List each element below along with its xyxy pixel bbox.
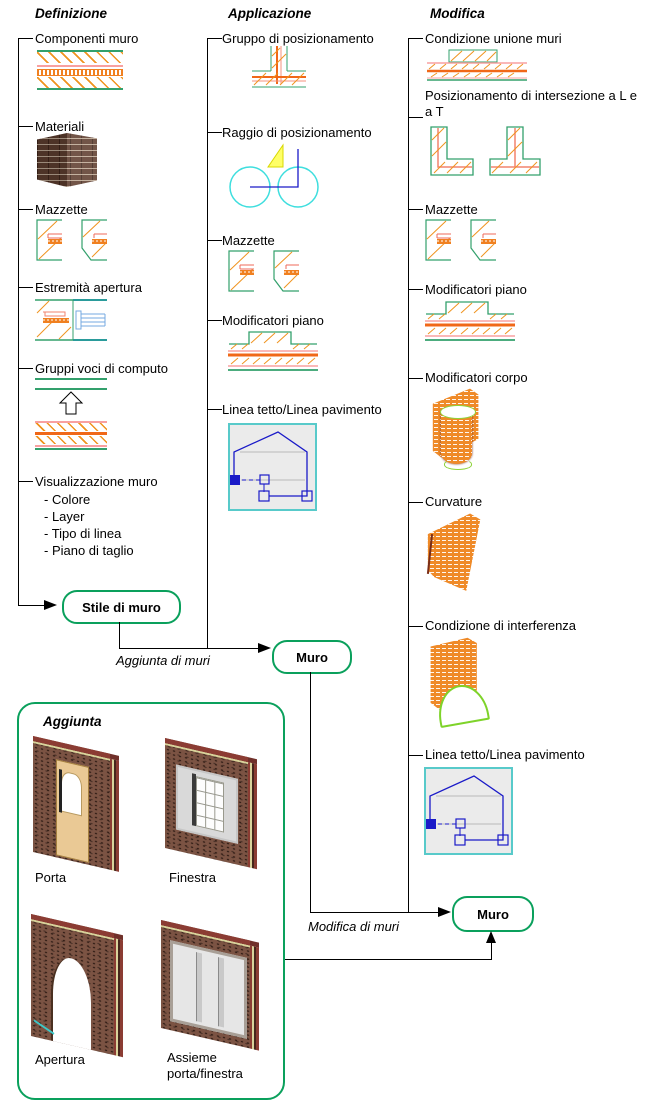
node-stile-di-muro: Stile di muro [62,590,181,624]
tick-line [408,209,423,210]
tick-line [18,38,33,39]
tick-line [18,368,33,369]
item-componenti-muro: Componenti muro [35,31,139,46]
flow-label-aggiunta-di-muri: Aggiunta di muri [116,653,210,668]
node-muro-2: Muro [452,896,534,932]
item-gruppo-di-posizionamento: Gruppo di posizionamento [222,31,374,46]
tick-line [18,126,33,127]
tick-line [408,378,423,379]
column-header-applicazione: Applicazione [228,6,312,21]
brick-material-illustration [37,133,97,187]
item-mazzette: Mazzette [425,202,478,217]
connector-line [491,941,492,960]
tick-line [18,209,33,210]
connector-line [310,912,438,913]
window-frame [176,764,238,843]
tick-line [408,755,423,756]
endcaps-illustration [228,250,300,292]
plan-modifier-illustration [228,330,318,372]
sweep-illustration [424,510,488,596]
endcaps-illustration [425,219,497,261]
item-visualizzazione-muro: Visualizzazione muro [35,474,158,489]
tick-line [408,38,423,39]
item-linea-tetto-pavimento: Linea tetto/Linea pavimento [425,747,585,762]
tick-line [18,481,33,482]
endcaps-illustration [36,219,108,261]
sub-item-layer: - Layer [44,509,85,524]
item-linea-tetto-pavimento: Linea tetto/Linea pavimento [222,402,382,417]
arrow-right-icon [438,907,451,917]
connector-line [18,605,44,606]
item-modificatori-piano: Modificatori piano [425,282,527,297]
column-header-modifica: Modifica [430,6,485,21]
assembly-glazing [170,940,247,1038]
tick-line [207,320,222,321]
schedule-groups-illustration [35,378,107,450]
item-apertura: Apertura [35,1052,85,1067]
opening-endcap-illustration [35,299,107,341]
item-posizionamento-intersezione: Posizionamento di intersezione a L e a T [425,88,637,119]
l-t-intersection-illustration [430,126,542,178]
up-arrow-outline-icon [35,390,107,416]
body-modifier-illustration [428,387,488,471]
sub-item-colore: - Colore [44,492,91,507]
item-modificatori-piano: Modificatori piano [222,313,324,328]
arrow-right-icon [44,600,57,610]
item-assieme-porta-finestra: Assieme porta/finestra [167,1050,243,1081]
item-mazzette: Mazzette [35,202,88,217]
tick-line [207,132,222,133]
item-condizione-di-interferenza: Condizione di interferenza [425,618,577,633]
aggiunta-group-title: Aggiunta [43,714,102,729]
tick-line [408,289,423,290]
arch-opening-wall-illustration [31,914,123,1048]
tick-line [408,626,423,627]
tick-line [408,117,423,118]
connector-line [119,648,258,649]
sub-item-piano-di-taglio: - Piano di taglio [44,543,134,558]
roofline-floorline-illustration [228,423,317,511]
item-curvature: Curvature [425,494,483,509]
modifica-spine-line [408,38,409,912]
tick-line [207,240,222,241]
aggiunta-group-box [17,702,285,1100]
connector-line [285,959,491,960]
door-glass [61,770,82,816]
item-gruppi-voci: Gruppi voci di computo [35,361,168,376]
item-condizione-unione-muri: Condizione unione muri [425,31,562,46]
item-porta: Porta [35,870,67,885]
door-window-assembly-illustration [161,920,259,1040]
arrow-right-icon [258,643,271,653]
roofline-floorline-illustration [424,767,513,855]
plan-modifier-illustration [425,300,515,342]
item-mazzette: Mazzette [222,233,275,248]
definizione-spine-line [18,38,19,605]
cleanup-group-illustration [252,46,306,100]
sub-item-tipo-di-linea: - Tipo di linea [44,526,122,541]
door-leaf [56,760,89,863]
connector-line [119,622,120,648]
wall-components-illustration [37,50,123,90]
tick-line [207,409,222,410]
window-panes [195,776,224,833]
column-header-definizione: Definizione [35,6,108,21]
applicazione-spine-line [207,38,208,648]
item-estremita-apertura: Estremità apertura [35,280,142,295]
interference-illustration [424,636,490,724]
tick-line [207,38,222,39]
item-materiali: Materiali [35,119,85,134]
tick-line [408,502,423,503]
arrow-up-icon [486,931,496,943]
tick-line [18,287,33,288]
item-finestra: Finestra [169,870,216,885]
item-modificatori-corpo: Modificatori corpo [425,370,528,385]
cleanup-radius-illustration [228,141,320,211]
connector-line [310,672,311,912]
item-raggio-di-posizionamento: Raggio di posizionamento [222,125,372,140]
arch-opening [51,954,91,1050]
wall-merge-illustration [427,49,527,81]
window-wall-illustration [165,738,257,860]
door-wall-illustration [33,736,119,864]
node-muro-1: Muro [272,640,352,674]
flow-label-modifica-di-muri: Modifica di muri [308,919,400,934]
